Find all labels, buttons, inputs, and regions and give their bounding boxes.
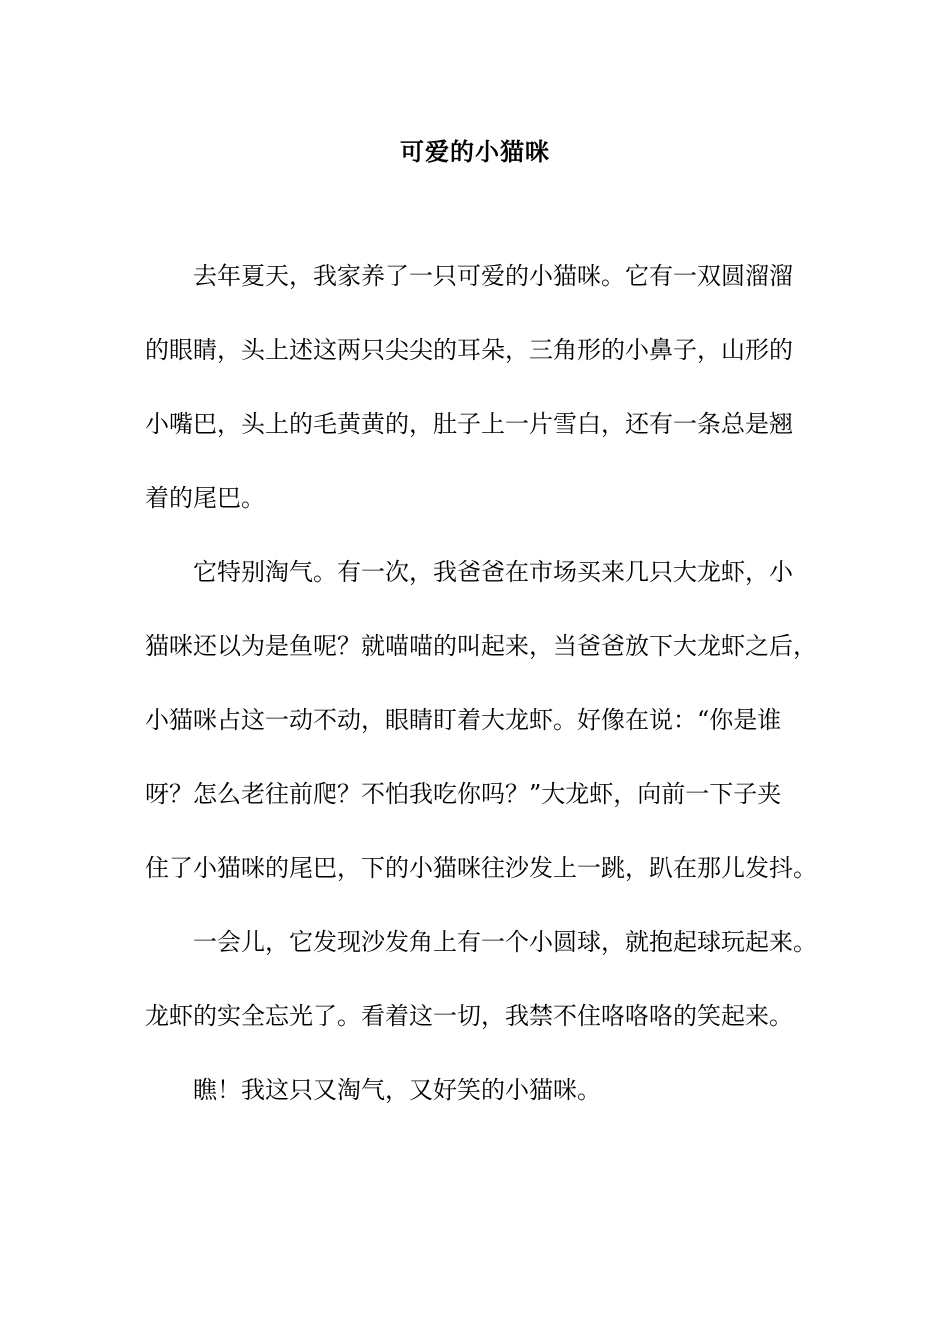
text-line: 呀？怎么老往前爬？不怕我吃你吗？”大龙虾，向前一下子夹 — [145, 780, 782, 808]
text-line: 着的尾巴。 — [145, 484, 265, 512]
text-line: 小嘴巴，头上的毛黄黄的，肚子上一片雪白，还有一条总是翘 — [145, 410, 793, 438]
text-line: 的眼睛，头上述这两只尖尖的耳朵，三角形的小鼻子，山形的 — [145, 336, 793, 364]
text-line: 龙虾的实全忘光了。看着这一切，我禁不住咯咯咯的笑起来。 — [145, 1002, 793, 1030]
text-line: 小猫咪占这一动不动，眼睛盯着大龙虾。好像在说：“你是谁 — [145, 706, 782, 734]
text-line: 住了小猫咪的尾巴，下的小猫咪往沙发上一跳，趴在那儿发抖。 — [145, 854, 817, 882]
text-line: 去年夏天，我家养了一只可爱的小猫咪。它有一双圆溜溜 — [193, 262, 793, 290]
document-body — [145, 256, 825, 1144]
text-line: 一会儿，它发现沙发角上有一个小圆球，就抱起球玩起来。 — [193, 928, 817, 956]
text-line: 它特别淘气。有一次，我爸爸在市场买来几只大龙虾，小 — [193, 558, 793, 586]
document-title: 可爱的小猫咪 — [400, 137, 550, 166]
text-line: 猫咪还以为是鱼呢？就喵喵的叫起来，当爸爸放下大龙虾之后， — [145, 632, 817, 660]
text-line: 瞧！我这只又淘气，又好笑的小猫咪。 — [193, 1076, 601, 1104]
